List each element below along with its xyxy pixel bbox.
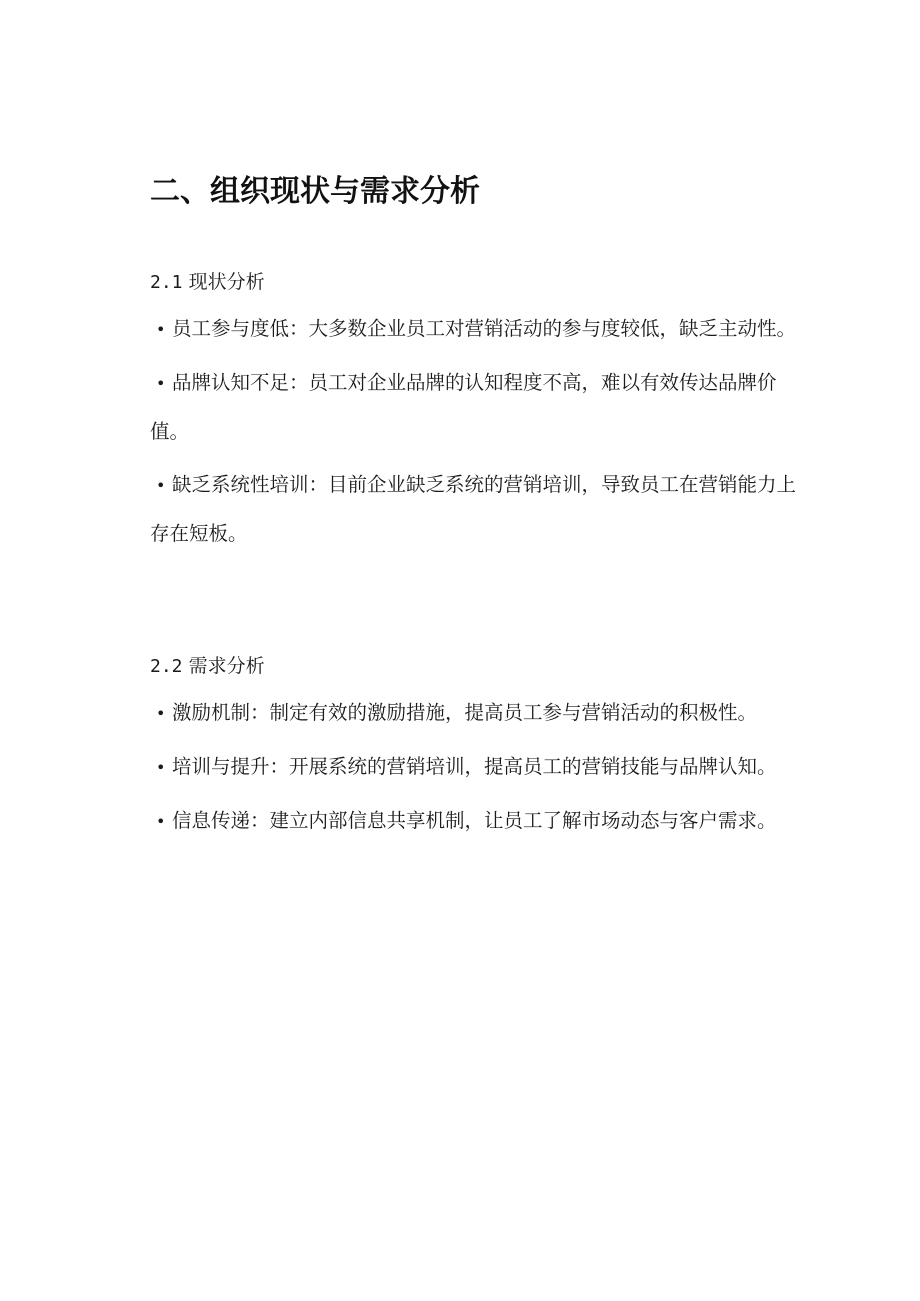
list-item	[150, 743, 802, 792]
section-heading-text: 现状分析	[188, 271, 265, 293]
bullet-icon: •	[156, 758, 166, 777]
list-item-text: 缺乏系统性培训：目前企业缺乏系统的营销培训，导致员工在营销能力上存在短板。	[150, 473, 797, 545]
list-item-text: 培训与提升：开展系统的营销培训，提高员工的营销技能与品牌认知。	[172, 755, 777, 778]
list-item	[150, 689, 802, 738]
section-requirements	[150, 650, 802, 851]
list-item	[150, 359, 802, 456]
list-item-text: 品牌认知不足：员工对企业品牌的认知程度不高，难以有效传达品牌价值。	[150, 371, 777, 443]
document-title: 二、组织现状与需求分析	[150, 174, 480, 209]
bullet-icon: •	[156, 812, 166, 831]
bullet-icon: •	[156, 704, 166, 723]
bullet-list	[150, 689, 802, 846]
list-item	[150, 461, 802, 558]
section-number: 2.2	[150, 656, 183, 677]
list-item-text: 激励机制：制定有效的激励措施，提高员工参与营销活动的积极性。	[172, 701, 758, 724]
section-current-status	[150, 266, 802, 563]
bullet-icon: •	[156, 320, 166, 339]
section-heading	[150, 650, 802, 683]
bullet-icon: •	[156, 374, 166, 393]
bullet-list	[150, 305, 802, 558]
list-item-text: 员工参与度低：大多数企业员工对营销活动的参与度较低，缺乏主动性。	[172, 317, 797, 340]
section-number: 2.1	[150, 272, 183, 293]
list-item	[150, 797, 802, 846]
list-item-text: 信息传递：建立内部信息共享机制，让员工了解市场动态与客户需求。	[172, 809, 777, 832]
bullet-icon: •	[156, 476, 166, 495]
section-heading	[150, 266, 802, 299]
section-heading-text: 需求分析	[188, 655, 265, 677]
list-item	[150, 305, 802, 354]
